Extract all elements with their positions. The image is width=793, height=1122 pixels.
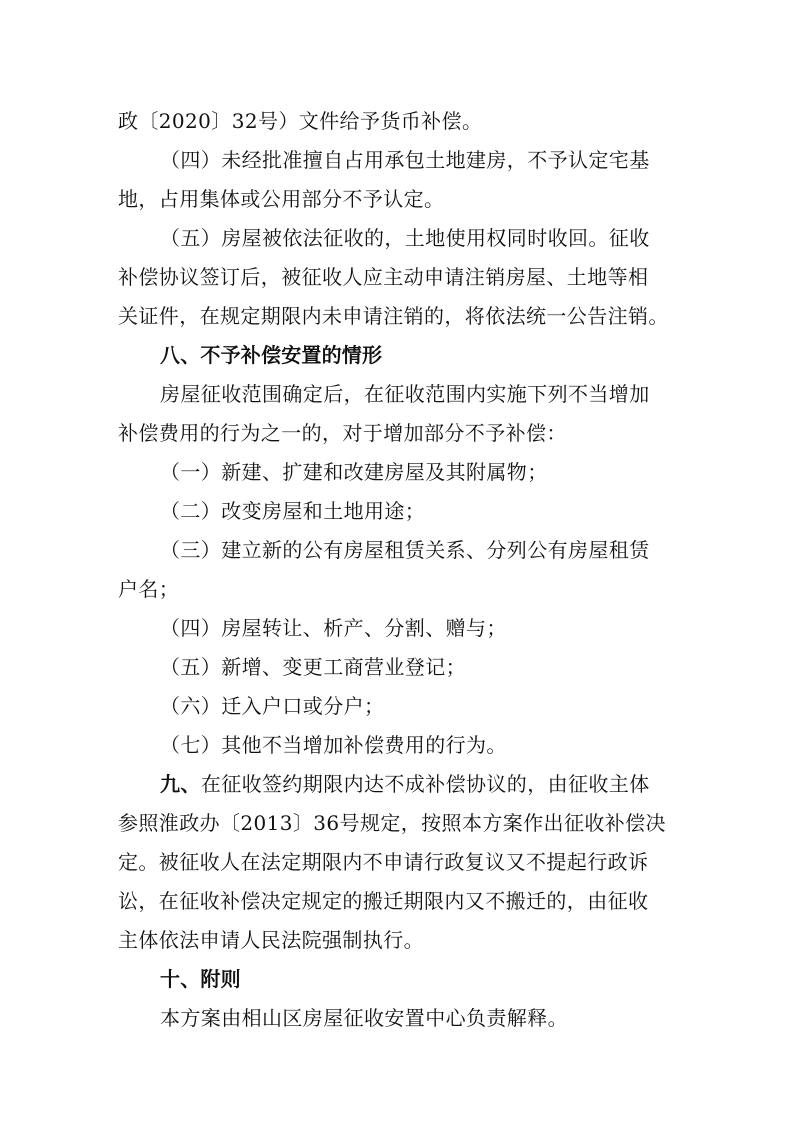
document-body (118, 102, 678, 1038)
item-5-line-1: （五）房屋被依法征收的，土地使用权同时收回。征收 (160, 226, 650, 250)
item-4-line-1: （四）未经批准擅自占用承包土地建房，不予认定宅基 (160, 148, 650, 172)
continuation-line: 政〔2020〕32号）文件给予货币补偿。 (118, 109, 483, 133)
section-8-heading: 八、不予补偿安置的情形 (160, 343, 383, 367)
section-9-prefix: 九、 (160, 772, 201, 796)
item-4-line-2: 地，占用集体或公用部分不予认定。 (118, 187, 445, 211)
section-8-item-1: （一）新建、扩建和改建房屋及其附属物； (160, 460, 548, 484)
section-8-item-7: （七）其他不当增加补偿费用的行为。 (160, 733, 507, 757)
section-9-line-1-text: 在征收签约期限内达不成补偿协议的，由征收主体 (200, 772, 650, 796)
section-8-item-2: （二）改变房屋和土地用途； (160, 499, 426, 523)
section-8-item-4: （四）房屋转让、析产、分割、赠与； (160, 616, 507, 640)
section-8-item-6: （六）迁入户口或分户； (160, 694, 385, 718)
section-8-item-3: （三）建立新的公有房屋租赁关系、分列公有房屋租赁 (160, 538, 650, 562)
section-8-intro-line-1: 房屋征收范围确定后，在征收范围内实施下列不当增加 (160, 382, 650, 406)
section-8-intro-line-2: 补偿费用的行为之一的，对于增加部分不予补偿： (118, 421, 567, 445)
section-8-item-3-cont: 户名； (118, 577, 180, 601)
section-9-line-3: 定。被征收人在法定期限内不申请行政复议又不提起行政诉 (118, 850, 649, 874)
item-5-line-2: 补偿协议签订后，被征收人应主动申请注销房屋、土地等相 (118, 265, 649, 289)
section-10-text: 本方案由相山区房屋征收安置中心负责解释。 (160, 1006, 568, 1030)
section-9-line-1 (118, 765, 678, 804)
section-10-heading: 十、附则 (160, 967, 241, 991)
section-9-line-4: 讼，在征收补偿决定规定的搬迁期限内又不搬迁的，由征收 (118, 889, 649, 913)
section-9-line-5: 主体依法申请人民法院强制执行。 (118, 928, 424, 952)
section-9-line-2: 参照淮政办〔2013〕36号规定，按照本方案作出征收补偿决 (118, 811, 666, 835)
item-5-line-3: 关证件，在规定期限内未申请注销的，将依法统一公告注销。 (118, 304, 669, 328)
section-8-item-5: （五）新增、变更工商营业登记； (160, 655, 466, 679)
